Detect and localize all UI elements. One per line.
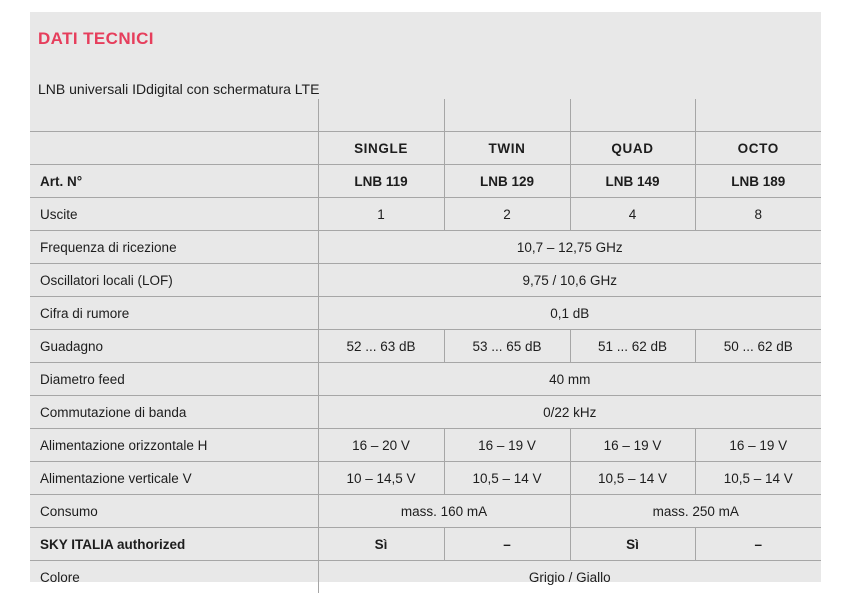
spacer-cell: [318, 99, 444, 132]
row-label: Art. N°: [30, 165, 318, 198]
table-row: [30, 165, 821, 198]
row-label: Guadagno: [30, 330, 318, 363]
row-label: Uscite: [30, 198, 318, 231]
value-cell: mass. 250 mA: [570, 495, 821, 528]
value-cell: –: [695, 528, 821, 561]
table-row: [30, 330, 821, 363]
value-cell: 10,5 – 14 V: [444, 462, 570, 495]
table-row: [30, 363, 821, 396]
column-header: OCTO: [695, 132, 821, 165]
column-header: [30, 132, 318, 165]
table-row: [30, 198, 821, 231]
value-cell: LNB 119: [318, 165, 444, 198]
page-title: DATI TECNICI: [38, 29, 154, 48]
value-cell: Grigio / Giallo: [318, 561, 821, 594]
value-cell: 8: [695, 198, 821, 231]
table-row: [30, 297, 821, 330]
column-header-row: [30, 132, 821, 165]
value-cell: mass. 160 mA: [318, 495, 570, 528]
table-row: [30, 264, 821, 297]
table-row: [30, 429, 821, 462]
row-label: Colore: [30, 561, 318, 594]
product-family-subtitle: LNB universali IDdigital con schermatura LTE: [38, 81, 320, 97]
table-row: [30, 528, 821, 561]
value-cell: –: [444, 528, 570, 561]
row-label: Diametro feed: [30, 363, 318, 396]
value-cell: 40 mm: [318, 363, 821, 396]
value-cell: 53 ... 65 dB: [444, 330, 570, 363]
value-cell: 51 ... 62 dB: [570, 330, 695, 363]
value-cell: 10,5 – 14 V: [570, 462, 695, 495]
spacer-cell: [30, 99, 318, 132]
value-cell: Sì: [570, 528, 695, 561]
value-cell: 10,7 – 12,75 GHz: [318, 231, 821, 264]
table-row: [30, 561, 821, 594]
row-label: Alimentazione verticale V: [30, 462, 318, 495]
row-label: Frequenza di ricezione: [30, 231, 318, 264]
datasheet-panel: [30, 12, 821, 585]
value-cell: 10,5 – 14 V: [695, 462, 821, 495]
value-cell: 16 – 19 V: [444, 429, 570, 462]
value-cell: 0/22 kHz: [318, 396, 821, 429]
value-cell: 16 – 20 V: [318, 429, 444, 462]
table-row: [30, 495, 821, 528]
technical-data-table: [30, 99, 821, 593]
row-label: SKY ITALIA authorized: [30, 528, 318, 561]
row-label: Cifra di rumore: [30, 297, 318, 330]
column-header: TWIN: [444, 132, 570, 165]
value-cell: 16 – 19 V: [570, 429, 695, 462]
table-row: [30, 462, 821, 495]
value-cell: 10 – 14,5 V: [318, 462, 444, 495]
value-cell: 16 – 19 V: [695, 429, 821, 462]
value-cell: 4: [570, 198, 695, 231]
value-cell: LNB 189: [695, 165, 821, 198]
spacer-cell: [570, 99, 695, 132]
value-cell: 50 ... 62 dB: [695, 330, 821, 363]
value-cell: Sì: [318, 528, 444, 561]
value-cell: 1: [318, 198, 444, 231]
row-label: Alimentazione orizzontale H: [30, 429, 318, 462]
column-header: SINGLE: [318, 132, 444, 165]
spacer-cell: [444, 99, 570, 132]
spacer-cell: [695, 99, 821, 132]
value-cell: 2: [444, 198, 570, 231]
value-cell: 9,75 / 10,6 GHz: [318, 264, 821, 297]
table-row: [30, 396, 821, 429]
value-cell: LNB 149: [570, 165, 695, 198]
row-label: Commutazione di banda: [30, 396, 318, 429]
row-label: Consumo: [30, 495, 318, 528]
value-cell: 52 ... 63 dB: [318, 330, 444, 363]
value-cell: 0,1 dB: [318, 297, 821, 330]
row-label: Oscillatori locali (LOF): [30, 264, 318, 297]
spacer-row: [30, 99, 821, 132]
column-header: QUAD: [570, 132, 695, 165]
value-cell: LNB 129: [444, 165, 570, 198]
table-row: [30, 231, 821, 264]
